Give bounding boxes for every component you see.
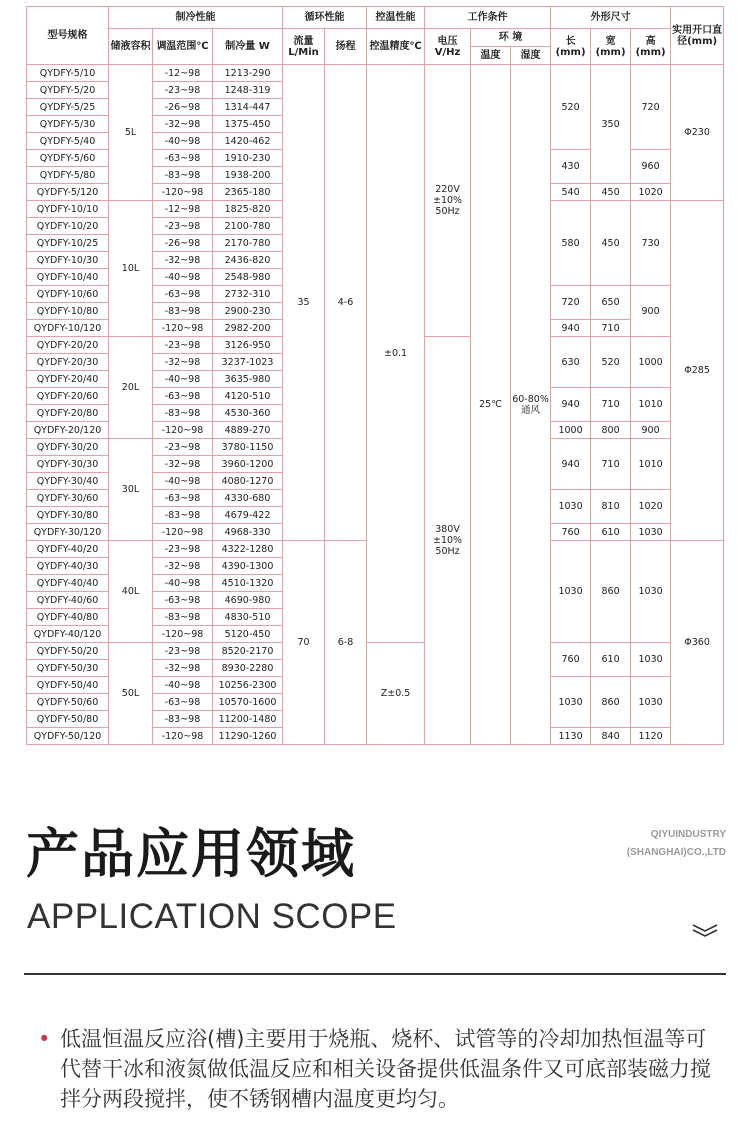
model-cell: QYDFY-40/80 bbox=[27, 609, 109, 626]
temp-range-cell: -40~98 bbox=[153, 133, 213, 150]
model-cell: QYDFY-20/20 bbox=[27, 337, 109, 354]
temp-range-cell: -23~98 bbox=[153, 643, 213, 660]
temp-range-cell: -120~98 bbox=[153, 524, 213, 541]
flow-cell: 35 bbox=[283, 65, 325, 541]
length-cell: 1130 bbox=[551, 728, 591, 745]
double-chevron-down-icon bbox=[692, 922, 718, 938]
header-model: 型号规格 bbox=[27, 7, 109, 65]
width-cell: 710 bbox=[591, 320, 631, 337]
width-cell: 520 bbox=[591, 337, 631, 388]
width-cell: 450 bbox=[591, 201, 631, 286]
height-cell: 730 bbox=[631, 201, 671, 286]
temp-range-cell: -23~98 bbox=[153, 439, 213, 456]
cooling-capacity-cell: 2365-180 bbox=[213, 184, 283, 201]
spec-table-wrapper bbox=[26, 6, 723, 745]
height-cell: 1020 bbox=[631, 184, 671, 201]
cooling-capacity-cell: 4390-1300 bbox=[213, 558, 283, 575]
temp-range-cell: -32~98 bbox=[153, 252, 213, 269]
model-cell: QYDFY-40/30 bbox=[27, 558, 109, 575]
width-cell: 860 bbox=[591, 541, 631, 643]
header-volume: 储液容积 bbox=[109, 29, 153, 65]
model-cell: QYDFY-10/60 bbox=[27, 286, 109, 303]
model-cell: QYDFY-30/60 bbox=[27, 490, 109, 507]
cooling-capacity-cell: 2900-230 bbox=[213, 303, 283, 320]
temp-range-cell: -83~98 bbox=[153, 405, 213, 422]
width-cell: 810 bbox=[591, 490, 631, 524]
length-cell: 520 bbox=[551, 65, 591, 150]
height-cell: 1030 bbox=[631, 677, 671, 728]
volume-cell: 40L bbox=[109, 541, 153, 643]
cooling-capacity-cell: 4330-680 bbox=[213, 490, 283, 507]
model-cell: QYDFY-10/20 bbox=[27, 218, 109, 235]
height-cell: 1020 bbox=[631, 490, 671, 524]
temp-range-cell: -23~98 bbox=[153, 218, 213, 235]
model-cell: QYDFY-50/120 bbox=[27, 728, 109, 745]
header-voltage: 电压 V/Hz bbox=[425, 29, 471, 65]
temp-range-cell: -26~98 bbox=[153, 235, 213, 252]
cooling-capacity-cell: 4830-510 bbox=[213, 609, 283, 626]
temp-range-cell: -120~98 bbox=[153, 320, 213, 337]
temp-range-cell: -63~98 bbox=[153, 592, 213, 609]
company-name bbox=[627, 826, 726, 862]
cooling-capacity-cell: 1910-230 bbox=[213, 150, 283, 167]
env-temp-cell: 25℃ bbox=[471, 65, 511, 745]
cooling-capacity-cell: 1213-290 bbox=[213, 65, 283, 82]
temp-range-cell: -23~98 bbox=[153, 82, 213, 99]
table-row bbox=[27, 65, 724, 82]
height-cell: 720 bbox=[631, 65, 671, 150]
length-cell: 1030 bbox=[551, 677, 591, 728]
cooling-capacity-cell: 8520-2170 bbox=[213, 643, 283, 660]
temp-range-cell: -40~98 bbox=[153, 473, 213, 490]
volume-cell: 10L bbox=[109, 201, 153, 337]
model-cell: QYDFY-10/25 bbox=[27, 235, 109, 252]
temp-range-cell: -83~98 bbox=[153, 609, 213, 626]
length-cell: 1000 bbox=[551, 422, 591, 439]
lift-cell: 6-8 bbox=[325, 541, 367, 745]
model-cell: QYDFY-30/20 bbox=[27, 439, 109, 456]
temp-range-cell: -40~98 bbox=[153, 269, 213, 286]
model-cell: QYDFY-5/40 bbox=[27, 133, 109, 150]
model-cell: QYDFY-5/20 bbox=[27, 82, 109, 99]
width-cell: 610 bbox=[591, 643, 631, 677]
humidity-cell: 60-80% 通风 bbox=[511, 65, 551, 745]
model-cell: QYDFY-50/80 bbox=[27, 711, 109, 728]
company-line-2: (SHANGHAI)CO.,LTD bbox=[626, 847, 726, 858]
cooling-capacity-cell: 4679-422 bbox=[213, 507, 283, 524]
length-cell: 760 bbox=[551, 524, 591, 541]
spec-table bbox=[26, 6, 724, 745]
temp-range-cell: -63~98 bbox=[153, 490, 213, 507]
length-cell: 940 bbox=[551, 388, 591, 422]
cooling-capacity-cell: 4322-1280 bbox=[213, 541, 283, 558]
header-control: 控温性能 bbox=[367, 7, 425, 29]
cooling-capacity-cell: 4510-1320 bbox=[213, 575, 283, 592]
temp-range-cell: -120~98 bbox=[153, 728, 213, 745]
height-cell: 960 bbox=[631, 150, 671, 184]
company-line-1: QIYUINDUSTRY bbox=[650, 829, 726, 840]
model-cell: QYDFY-30/40 bbox=[27, 473, 109, 490]
temp-range-cell: -120~98 bbox=[153, 422, 213, 439]
height-cell: 1030 bbox=[631, 541, 671, 643]
header-opening: 实用开口直径(mm) bbox=[671, 7, 724, 65]
header-env-temp: 温度 bbox=[471, 47, 511, 65]
model-cell: QYDFY-40/20 bbox=[27, 541, 109, 558]
header-accuracy: 控温精度℃ bbox=[367, 29, 425, 65]
model-cell: QYDFY-10/80 bbox=[27, 303, 109, 320]
header-height: 高 (mm) bbox=[631, 29, 671, 65]
length-cell: 720 bbox=[551, 286, 591, 320]
cooling-capacity-cell: 3780-1150 bbox=[213, 439, 283, 456]
header-width: 宽 (mm) bbox=[591, 29, 631, 65]
model-cell: QYDFY-10/120 bbox=[27, 320, 109, 337]
temp-range-cell: -23~98 bbox=[153, 337, 213, 354]
length-cell: 580 bbox=[551, 201, 591, 286]
model-cell: QYDFY-10/30 bbox=[27, 252, 109, 269]
height-cell: 900 bbox=[631, 422, 671, 439]
cooling-capacity-cell: 3635-980 bbox=[213, 371, 283, 388]
cooling-capacity-cell: 4080-1270 bbox=[213, 473, 283, 490]
cooling-capacity-cell: 10570-1600 bbox=[213, 694, 283, 711]
model-cell: QYDFY-50/60 bbox=[27, 694, 109, 711]
model-cell: QYDFY-5/10 bbox=[27, 65, 109, 82]
temp-range-cell: -63~98 bbox=[153, 388, 213, 405]
cooling-capacity-cell: 2732-310 bbox=[213, 286, 283, 303]
temp-range-cell: -32~98 bbox=[153, 354, 213, 371]
width-cell: 710 bbox=[591, 439, 631, 490]
temp-range-cell: -32~98 bbox=[153, 660, 213, 677]
temp-range-cell: -83~98 bbox=[153, 303, 213, 320]
temp-range-cell: -26~98 bbox=[153, 99, 213, 116]
width-cell: 800 bbox=[591, 422, 631, 439]
header-cooling-capacity: 制冷量 W bbox=[213, 29, 283, 65]
width-cell: 450 bbox=[591, 184, 631, 201]
header-cooling: 制冷性能 bbox=[109, 7, 283, 29]
cooling-capacity-cell: 2982-200 bbox=[213, 320, 283, 337]
model-cell: QYDFY-20/40 bbox=[27, 371, 109, 388]
description-text: 低温恒温反应浴(槽)主要用于烧瓶、烧杯、试管等的冷却加热恒温等可代替干冰和液氮做低温反应和相关设备提供低温条件又可底部装磁力搅拌分两段搅拌，使不锈钢槽内温度更均匀。 bbox=[60, 1027, 711, 1111]
cooling-capacity-cell: 1375-450 bbox=[213, 116, 283, 133]
height-cell: 1010 bbox=[631, 388, 671, 422]
temp-range-cell: -120~98 bbox=[153, 626, 213, 643]
cooling-capacity-cell: 4690-980 bbox=[213, 592, 283, 609]
length-cell: 940 bbox=[551, 320, 591, 337]
opening-cell: Φ285 bbox=[671, 201, 724, 541]
flow-cell: 70 bbox=[283, 541, 325, 745]
model-cell: QYDFY-10/40 bbox=[27, 269, 109, 286]
temp-range-cell: -32~98 bbox=[153, 116, 213, 133]
temp-range-cell: -63~98 bbox=[153, 694, 213, 711]
cooling-capacity-cell: 4968-330 bbox=[213, 524, 283, 541]
cooling-capacity-cell: 2436-820 bbox=[213, 252, 283, 269]
header-lift: 扬程 bbox=[325, 29, 367, 65]
cooling-capacity-cell: 2170-780 bbox=[213, 235, 283, 252]
cooling-capacity-cell: 2100-780 bbox=[213, 218, 283, 235]
section-divider bbox=[24, 973, 726, 975]
height-cell: 900 bbox=[631, 286, 671, 337]
voltage-cell: 220V ±10% 50Hz bbox=[425, 65, 471, 337]
header-env: 环 境 bbox=[471, 29, 551, 47]
model-cell: QYDFY-20/30 bbox=[27, 354, 109, 371]
height-cell: 1030 bbox=[631, 524, 671, 541]
header-dims: 外形尺寸 bbox=[551, 7, 671, 29]
volume-cell: 50L bbox=[109, 643, 153, 745]
model-cell: QYDFY-5/60 bbox=[27, 150, 109, 167]
temp-range-cell: -83~98 bbox=[153, 507, 213, 524]
length-cell: 760 bbox=[551, 643, 591, 677]
cooling-capacity-cell: 11200-1480 bbox=[213, 711, 283, 728]
width-cell: 840 bbox=[591, 728, 631, 745]
temp-range-cell: -32~98 bbox=[153, 456, 213, 473]
section-title: 产品应用领域 bbox=[26, 824, 356, 885]
model-cell: QYDFY-20/80 bbox=[27, 405, 109, 422]
temp-range-cell: -83~98 bbox=[153, 711, 213, 728]
width-cell: 860 bbox=[591, 677, 631, 728]
width-cell: 350 bbox=[591, 65, 631, 184]
temp-range-cell: -32~98 bbox=[153, 558, 213, 575]
model-cell: QYDFY-30/30 bbox=[27, 456, 109, 473]
voltage-cell: 380V ±10% 50Hz bbox=[425, 337, 471, 745]
table-row bbox=[27, 643, 724, 660]
volume-cell: 30L bbox=[109, 439, 153, 541]
header-length: 长 (mm) bbox=[551, 29, 591, 65]
model-cell: QYDFY-5/25 bbox=[27, 99, 109, 116]
height-cell: 1000 bbox=[631, 337, 671, 388]
header-work: 工作条件 bbox=[425, 7, 551, 29]
length-cell: 630 bbox=[551, 337, 591, 388]
opening-cell: Φ360 bbox=[671, 541, 724, 745]
header-circulation: 循环性能 bbox=[283, 7, 367, 29]
model-cell: QYDFY-50/30 bbox=[27, 660, 109, 677]
temp-range-cell: -120~98 bbox=[153, 184, 213, 201]
header-humidity: 湿度 bbox=[511, 47, 551, 65]
length-cell: 430 bbox=[551, 150, 591, 184]
cooling-capacity-cell: 5120-450 bbox=[213, 626, 283, 643]
model-cell: QYDFY-5/80 bbox=[27, 167, 109, 184]
width-cell: 710 bbox=[591, 388, 631, 422]
cooling-capacity-cell: 1825-820 bbox=[213, 201, 283, 218]
model-cell: QYDFY-5/120 bbox=[27, 184, 109, 201]
model-cell: QYDFY-30/120 bbox=[27, 524, 109, 541]
cooling-capacity-cell: 1420-462 bbox=[213, 133, 283, 150]
cooling-capacity-cell: 1314-447 bbox=[213, 99, 283, 116]
model-cell: QYDFY-50/40 bbox=[27, 677, 109, 694]
model-cell: QYDFY-30/80 bbox=[27, 507, 109, 524]
height-cell: 1010 bbox=[631, 439, 671, 490]
length-cell: 540 bbox=[551, 184, 591, 201]
cooling-capacity-cell: 10256-2300 bbox=[213, 677, 283, 694]
temp-range-cell: -40~98 bbox=[153, 575, 213, 592]
cooling-capacity-cell: 1938-200 bbox=[213, 167, 283, 184]
section-subtitle: APPLICATION SCOPE bbox=[27, 897, 397, 936]
volume-cell: 5L bbox=[109, 65, 153, 201]
cooling-capacity-cell: 8930-2280 bbox=[213, 660, 283, 677]
header-temp-range: 调温范围℃ bbox=[153, 29, 213, 65]
volume-cell: 20L bbox=[109, 337, 153, 439]
cooling-capacity-cell: 4120-510 bbox=[213, 388, 283, 405]
length-cell: 1030 bbox=[551, 541, 591, 643]
accuracy-cell: Z±0.5 bbox=[367, 643, 425, 745]
model-cell: QYDFY-10/10 bbox=[27, 201, 109, 218]
height-cell: 1120 bbox=[631, 728, 671, 745]
length-cell: 940 bbox=[551, 439, 591, 490]
width-cell: 650 bbox=[591, 286, 631, 320]
cooling-capacity-cell: 2548-980 bbox=[213, 269, 283, 286]
cooling-capacity-cell: 3960-1200 bbox=[213, 456, 283, 473]
cooling-capacity-cell: 3237-1023 bbox=[213, 354, 283, 371]
model-cell: QYDFY-5/30 bbox=[27, 116, 109, 133]
cooling-capacity-cell: 11290-1260 bbox=[213, 728, 283, 745]
temp-range-cell: -83~98 bbox=[153, 167, 213, 184]
temp-range-cell: -40~98 bbox=[153, 371, 213, 388]
temp-range-cell: -12~98 bbox=[153, 201, 213, 218]
temp-range-cell: -23~98 bbox=[153, 541, 213, 558]
model-cell: QYDFY-50/20 bbox=[27, 643, 109, 660]
height-cell: 1030 bbox=[631, 643, 671, 677]
model-cell: QYDFY-40/40 bbox=[27, 575, 109, 592]
opening-cell: Φ230 bbox=[671, 65, 724, 201]
width-cell: 610 bbox=[591, 524, 631, 541]
temp-range-cell: -63~98 bbox=[153, 286, 213, 303]
cooling-capacity-cell: 1248-319 bbox=[213, 82, 283, 99]
temp-range-cell: -12~98 bbox=[153, 65, 213, 82]
temp-range-cell: -40~98 bbox=[153, 677, 213, 694]
model-cell: QYDFY-40/60 bbox=[27, 592, 109, 609]
length-cell: 1030 bbox=[551, 490, 591, 524]
lift-cell: 4-6 bbox=[325, 65, 367, 541]
accuracy-cell: ±0.1 bbox=[367, 65, 425, 643]
description-block bbox=[38, 1024, 718, 1114]
model-cell: QYDFY-40/120 bbox=[27, 626, 109, 643]
model-cell: QYDFY-20/60 bbox=[27, 388, 109, 405]
bullet-dot-icon: • bbox=[38, 1027, 51, 1051]
model-cell: QYDFY-20/120 bbox=[27, 422, 109, 439]
header-flow: 流量 L/Min bbox=[283, 29, 325, 65]
cooling-capacity-cell: 3126-950 bbox=[213, 337, 283, 354]
cooling-capacity-cell: 4530-360 bbox=[213, 405, 283, 422]
cooling-capacity-cell: 4889-270 bbox=[213, 422, 283, 439]
temp-range-cell: -63~98 bbox=[153, 150, 213, 167]
